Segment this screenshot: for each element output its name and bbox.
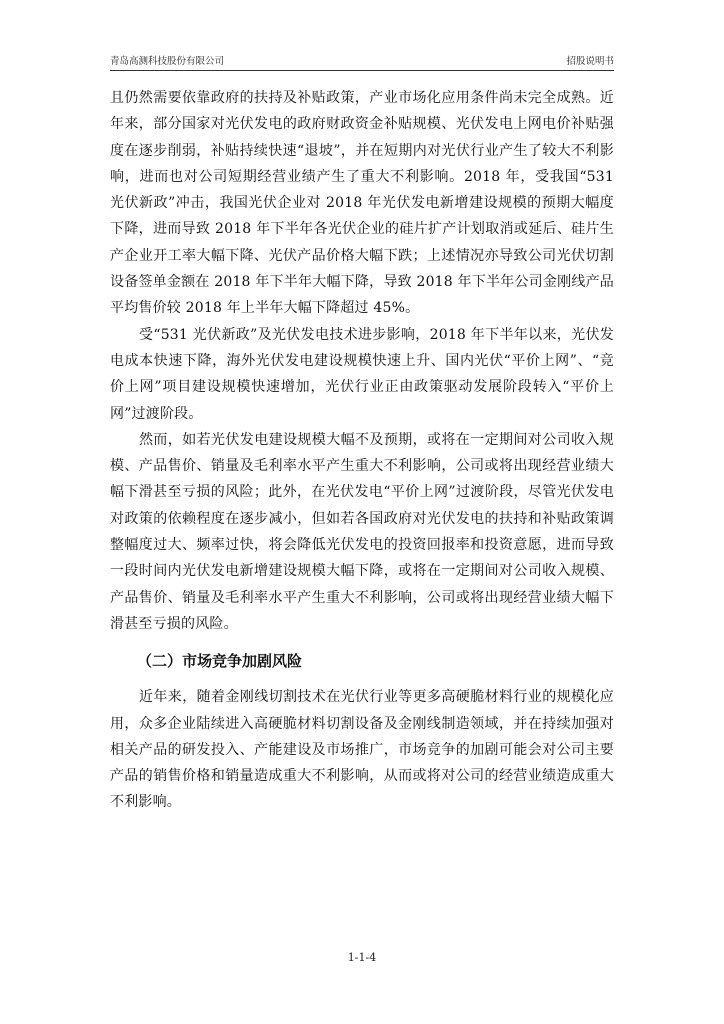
section-paragraph: 近年来，随着金刚线切割技术在光伏行业等更多高硬脆材料行业的规模化应用，众多企业陆续进入高硬脆材料切割设备及金刚线制造领域，并在持续加强对相关产品的研发投入、产能建设及市场推广，市场竞争的加剧可能会对公司主要产品的销售价格和销量造成重大不利影响，从而或将对公司的经营业绩造成重大不利影响。 — [110, 689, 614, 811]
header-document-type: 招股说明书 — [566, 56, 614, 67]
section-heading: （二）市场竞争加剧风险 — [137, 652, 303, 671]
page-number: 1-1-4 — [347, 951, 377, 964]
document-body — [110, 85, 614, 816]
body-paragraph-2: 受“531 光伏新政”及光伏发电技术进步影响，2018 年下半年以来，光伏发电成本快速下降，海外光伏发电建设规模快速上升、国内光伏“平价上网”、“竞价上网”项目建设规模快速增加，光伏行业正由政策驱动发展阶段转入“平价上网”过渡阶段。 — [110, 326, 614, 422]
header-divider — [110, 70, 614, 71]
header-company-name: 青岛高测科技股份有限公司 — [110, 56, 225, 67]
page-header — [110, 55, 614, 69]
body-paragraph-1: 且仍然需要依靠政府的扶持及补贴政策，产业市场化应用条件尚未完全成熟。近年来，部分国家对光伏发电的政府财政资金补贴规模、光伏发电上网电价补贴强度在逐步削弱，补贴持续快速“退坡”，并在短期内对光伏行业产生了较大不利影响，进而也对公司短期经营业绩产生了重大不利影响。2018 年，受我国“531 光伏新政”冲击，我国光伏企业对 2018 年光伏发电新增建设规模的预期大幅度下降，进而导致 2018 年下半年各光伏企业的硅片扩产计划取消或延后、硅片生产企业开工率大幅下降、光伏产品价格大幅下跌；上述情况亦导致公司光伏切割设备签单金额在 2018 年下半年大幅下降，导致 2018 年下半年公司金刚线产品平均售价较 2018 年上半年大幅下降超过 45%。 — [110, 90, 614, 317]
body-paragraph-3: 然而，如若光伏发电建设规模大幅不及预期，或将在一定期间对公司收入规模、产品售价、销量及毛利率水平产生重大不利影响，公司或将出现经营业绩大幅下滑甚至亏损的风险；此外，在光伏发电“平价上网”过渡阶段，尽管光伏发电对政策的依赖程度在逐步减小，但如若各国政府对光伏发电的扶持和补贴政策调整幅度过大、频率过快，将会降低光伏发电的投资回报率和投资意愿，进而导致一段时间内光伏发电新增建设规模大幅下降，或将在一定期间对公司收入规模、产品售价、销量及毛利率水平产生重大不利影响，公司或将出现经营业绩大幅下滑甚至亏损的风险。 — [110, 431, 614, 632]
